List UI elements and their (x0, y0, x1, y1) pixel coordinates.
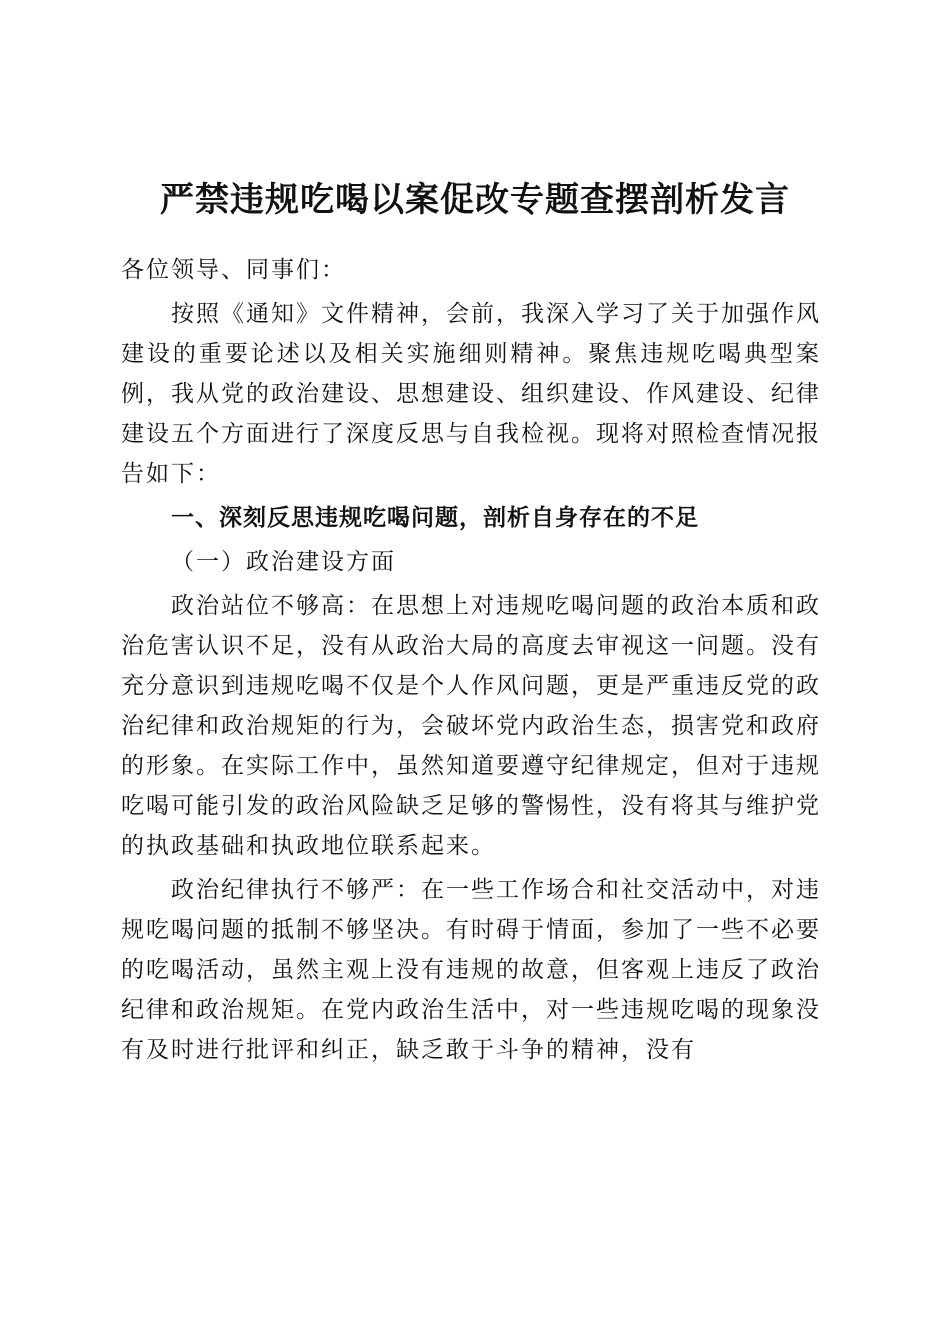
intro-paragraph: 按照《通知》文件精神，会前，我深入学习了关于加强作风建设的重要论述以及相关实施细则精神。聚焦违规吃喝典型案例，我从党的政治建设、思想建设、组织建设、作风建设、纪律建设五个方面进行了深度反思与自我检视。现将对照检查情况报告如下： (121, 301, 821, 487)
body-paragraph-political-stance: 政治站位不够高：在思想上对违规吃喝问题的政治本质和政治危害认识不足，没有从政治大局的高度去审视这一问题。没有充分意识到违规吃喝不仅是个人作风问题，更是严重违反党的政治纪律和政治规矩的行为，会破坏党内政治生态，损害党和政府的形象。在实际工作中，虽然知道要遵守纪律规定，但对于违规吃喝可能引发的政治风险缺乏足够的警惕性，没有将其与维护党的执政基础和执政地位联系起来。 (121, 593, 821, 859)
salutation: 各位领导、同事们： (121, 257, 346, 283)
subsection-heading: （一）政治建设方面 (171, 549, 396, 575)
document-title: 严禁违规吃喝以案促改专题查摆剖析发言 (160, 180, 790, 220)
body-paragraph-political-discipline: 政治纪律执行不够严：在一些工作场合和社交活动中，对违规吃喝问题的抵制不够坚决。有时碍于情面，参加了一些不必要的吃喝活动，虽然主观上没有违规的故意，但客观上违反了政治纪律和政治规矩。在党内政治生活中，对一些违规吃喝的现象没有及时进行批评和纠正，缺乏敢于斗争的精神，没有 (121, 877, 821, 1063)
document-body (121, 250, 821, 1074)
section-heading: 一、深刻反思违规吃喝问题，剖析自身存在的不足 (171, 505, 699, 531)
